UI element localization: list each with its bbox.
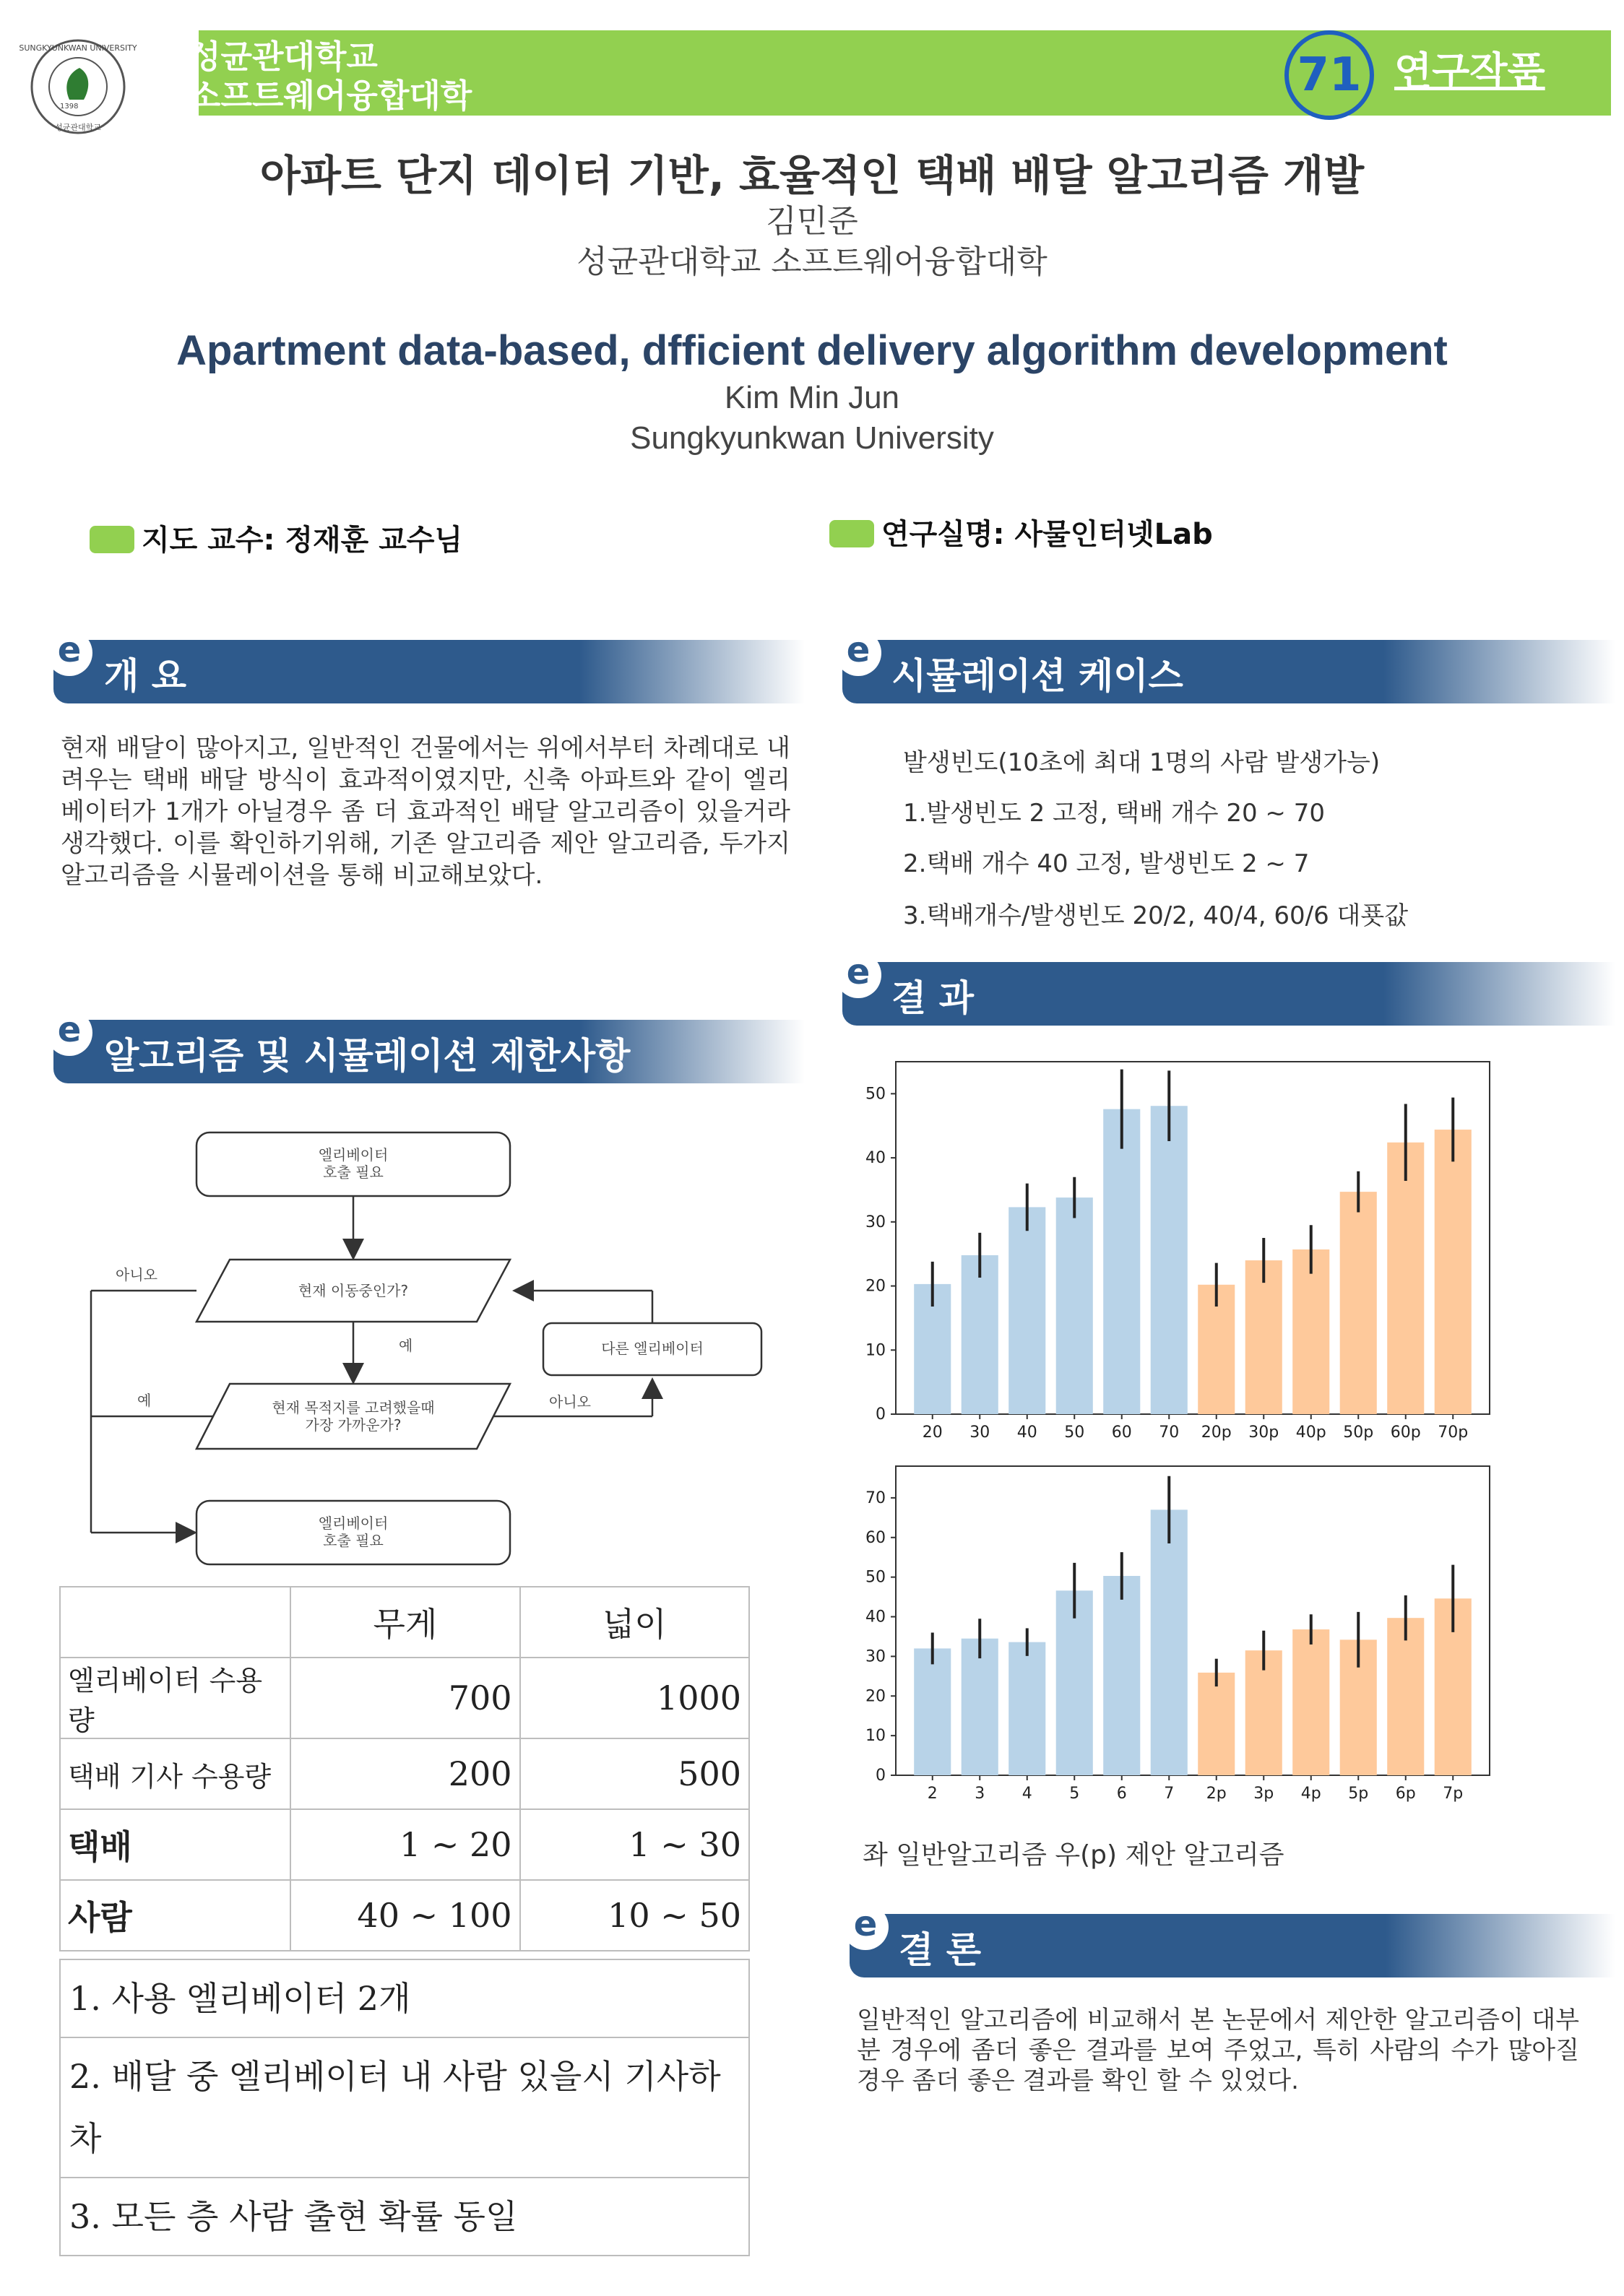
y-tick-label: 30 bbox=[865, 1213, 886, 1231]
flow-label-no-left: 아니오 bbox=[116, 1266, 157, 1283]
bar bbox=[1387, 1143, 1424, 1414]
x-tick-label: 4p bbox=[1300, 1785, 1321, 1803]
flow-other-elevator-text: 다른 엘리베이터 bbox=[601, 1340, 704, 1357]
algorithm-title: 알고리즘 및 시뮬레이션 제한사항 bbox=[104, 1035, 631, 1077]
y-tick-label: 30 bbox=[865, 1647, 886, 1666]
spec-row-area: 1 ~ 30 bbox=[520, 1809, 749, 1880]
section-e-icon: e bbox=[835, 952, 881, 998]
x-tick-label: 70p bbox=[1438, 1424, 1469, 1442]
bar bbox=[1245, 1260, 1282, 1414]
bar bbox=[1151, 1509, 1188, 1775]
spec-row-weight: 200 bbox=[290, 1738, 519, 1809]
spec-row-label: 사람 bbox=[60, 1880, 290, 1951]
case-line-0: 발생빈도(10초에 최대 1명의 사람 발생가능) bbox=[903, 748, 1381, 777]
conclusion-title: 결 론 bbox=[899, 1929, 982, 1971]
flow-label-no-right: 아니오 bbox=[549, 1393, 591, 1411]
results-title: 결 과 bbox=[891, 977, 975, 1019]
advisor-info: 지도 교수: 정재훈 교수님 bbox=[142, 524, 463, 557]
flow-start-text-1: 엘리베이터 bbox=[318, 1146, 389, 1164]
x-tick-label: 7p bbox=[1443, 1785, 1464, 1803]
constraint-3: 3. 모든 층 사람 출현 확률 동일 bbox=[60, 2178, 749, 2256]
y-tick-label: 40 bbox=[865, 1608, 886, 1626]
university-logo bbox=[19, 36, 137, 137]
bar bbox=[1103, 1576, 1140, 1775]
bar bbox=[1198, 1673, 1235, 1775]
bar bbox=[1387, 1618, 1424, 1775]
spec-row-label: 엘리베이터 수용량 bbox=[60, 1658, 290, 1738]
flow-decision-closest-text-1: 현재 목적지를 고려했을때 bbox=[272, 1399, 435, 1416]
flow-start-text-2: 호출 필요 bbox=[323, 1164, 384, 1181]
x-tick-label: 20 bbox=[922, 1424, 943, 1442]
school-name bbox=[189, 38, 472, 116]
case-line-2: 2.택배 개수 40 고정, 발생빈도 2 ~ 7 bbox=[903, 849, 1310, 878]
y-tick-label: 70 bbox=[865, 1489, 886, 1507]
x-tick-label: 5 bbox=[1069, 1785, 1080, 1803]
list-item bbox=[60, 2178, 749, 2256]
conclusion-text: 일반적인 알고리즘에 비교해서 본 논문에서 제안한 알고리즘이 대부분 경우에 좀더 좋은 결과를 보여 주었고, 특히 사람의 수가 많아질 경우 좀더 좋은 결과를 확인 할 수 있었다. bbox=[857, 2006, 1579, 2095]
lab-info: 연구실명: 사물인터넷Lab bbox=[881, 518, 1213, 551]
results-chart-packages bbox=[852, 1054, 1546, 1444]
results-caption: 좌 일반알고리즘 우(p) 제안 알고리즘 bbox=[863, 1840, 1284, 1870]
spec-header-area: 넓이 bbox=[520, 1587, 749, 1658]
section-e-icon: e bbox=[842, 1904, 889, 1950]
y-tick-label: 20 bbox=[865, 1277, 886, 1296]
x-tick-label: 5p bbox=[1348, 1785, 1369, 1803]
spec-header-weight: 무게 bbox=[290, 1587, 519, 1658]
bar bbox=[1292, 1249, 1329, 1414]
cases-title: 시뮬레이션 케이스 bbox=[891, 655, 1183, 697]
flow-end-text-2: 호출 필요 bbox=[323, 1532, 384, 1549]
x-tick-label: 60p bbox=[1390, 1424, 1421, 1442]
case-line-3: 3.택배개수/발생빈도 20/2, 40/4, 60/6 대푯값 bbox=[903, 901, 1409, 930]
category-label: 연구작품 bbox=[1394, 48, 1545, 94]
x-tick-label: 20p bbox=[1201, 1424, 1232, 1442]
y-tick-label: 10 bbox=[865, 1727, 886, 1746]
spec-row-weight: 40 ~ 100 bbox=[290, 1880, 519, 1951]
y-tick-label: 0 bbox=[876, 1405, 886, 1424]
bar bbox=[1435, 1130, 1472, 1414]
spec-row-label: 택배 기사 수용량 bbox=[60, 1738, 290, 1809]
x-tick-label: 40 bbox=[1016, 1424, 1037, 1442]
table-row bbox=[60, 1658, 749, 1738]
flow-decision-moving-text: 현재 이동중인가? bbox=[298, 1282, 409, 1299]
bar bbox=[1008, 1642, 1045, 1775]
x-tick-label: 3 bbox=[975, 1785, 985, 1803]
flow-label-yes: 예 bbox=[399, 1337, 413, 1354]
title-korean: 아파트 단지 데이터 기반, 효율적인 택배 배달 알고리즘 개발 bbox=[259, 151, 1365, 200]
advisor-marker bbox=[90, 526, 134, 553]
title-english: Apartment data-based, dfficient delivery algorithm development bbox=[176, 327, 1448, 374]
school-line-2: 소프트웨어융합대학 bbox=[189, 77, 472, 115]
table-row bbox=[60, 1880, 749, 1951]
spec-row-area: 1000 bbox=[520, 1658, 749, 1738]
x-tick-label: 50p bbox=[1343, 1424, 1374, 1442]
y-tick-label: 50 bbox=[865, 1568, 886, 1587]
spec-table bbox=[59, 1586, 750, 1951]
y-tick-label: 0 bbox=[876, 1767, 886, 1785]
constraint-1: 1. 사용 엘리베이터 2개 bbox=[60, 1959, 749, 2037]
list-item bbox=[60, 2037, 749, 2178]
overview-title: 개 요 bbox=[104, 655, 187, 697]
results-chart-frequency bbox=[852, 1459, 1546, 1806]
section-e-icon: e bbox=[835, 630, 881, 676]
y-tick-label: 60 bbox=[865, 1528, 886, 1547]
table-row bbox=[60, 1809, 749, 1880]
y-tick-label: 50 bbox=[865, 1085, 886, 1104]
bar bbox=[1151, 1106, 1188, 1414]
overview-text: 현재 배달이 많아지고, 일반적인 건물에서는 위에서부터 차례대로 내려우는 택배 배달 방식이 효과적이였지만, 신축 아파트와 같이 엘리베이터가 1개가 아닐경우 좀 더 효과적인 배달 알고리즘이 있을거라 생각했다. 이를 확인하기위해, 기존 알고리즘 제안 알고리즘, 두가지 알고리즘을 시뮬레이션을 통해 비교해보았다. bbox=[61, 734, 790, 890]
x-tick-label: 3p bbox=[1253, 1785, 1274, 1803]
x-tick-label: 2p bbox=[1206, 1785, 1227, 1803]
bar bbox=[962, 1255, 998, 1414]
x-tick-label: 60 bbox=[1111, 1424, 1132, 1442]
x-tick-label: 4 bbox=[1022, 1785, 1032, 1803]
list-item bbox=[60, 1959, 749, 2037]
spec-row-area: 500 bbox=[520, 1738, 749, 1809]
author-english: Kim Min Jun bbox=[724, 380, 900, 415]
y-tick-label: 10 bbox=[865, 1341, 886, 1360]
algorithm-flowchart bbox=[72, 1119, 780, 1582]
spec-row-label: 택배 bbox=[60, 1809, 290, 1880]
bar bbox=[1340, 1192, 1377, 1414]
flow-end-text-1: 엘리베이터 bbox=[318, 1515, 389, 1532]
svg-text:성균관대학교: 성균관대학교 bbox=[55, 123, 101, 132]
lab-marker bbox=[829, 520, 874, 547]
flow-decision-closest-text-2: 가장 가까운가? bbox=[305, 1416, 402, 1434]
x-tick-label: 6 bbox=[1116, 1785, 1127, 1803]
x-tick-label: 50 bbox=[1064, 1424, 1085, 1442]
y-tick-label: 40 bbox=[865, 1149, 886, 1168]
poster-number-badge: 71 bbox=[1284, 30, 1374, 120]
affiliation-english: Sungkyunkwan University bbox=[630, 420, 994, 456]
table-row bbox=[60, 1738, 749, 1809]
case-line-1: 1.발생빈도 2 고정, 택배 개수 20 ~ 70 bbox=[903, 799, 1325, 828]
x-tick-label: 6p bbox=[1395, 1785, 1416, 1803]
section-e-icon: e bbox=[46, 630, 92, 676]
bar bbox=[1292, 1629, 1329, 1775]
spec-header-empty bbox=[60, 1587, 290, 1658]
affiliation-korean: 성균관대학교 소프트웨어융합대학 bbox=[576, 243, 1048, 280]
section-e-icon: e bbox=[46, 1010, 92, 1056]
bar bbox=[914, 1648, 951, 1775]
x-tick-label: 40p bbox=[1295, 1424, 1326, 1442]
bar bbox=[962, 1639, 998, 1775]
y-tick-label: 20 bbox=[865, 1687, 886, 1706]
x-tick-label: 30 bbox=[969, 1424, 990, 1442]
flow-label-yes-left: 예 bbox=[137, 1392, 152, 1409]
svg-text:SUNGKYUNKWAN UNIVERSITY: SUNGKYUNKWAN UNIVERSITY bbox=[19, 43, 137, 53]
x-tick-label: 2 bbox=[927, 1785, 938, 1803]
bar bbox=[1008, 1207, 1045, 1414]
x-tick-label: 30p bbox=[1248, 1424, 1279, 1442]
spec-row-area: 10 ~ 50 bbox=[520, 1880, 749, 1951]
spec-table-header-row bbox=[60, 1587, 749, 1658]
author-korean: 김민준 bbox=[766, 203, 858, 240]
bar bbox=[1103, 1109, 1140, 1414]
spec-row-weight: 700 bbox=[290, 1658, 519, 1738]
svg-text:1398: 1398 bbox=[60, 103, 79, 111]
spec-row-weight: 1 ~ 20 bbox=[290, 1809, 519, 1880]
constraints-table bbox=[59, 1959, 750, 2256]
constraint-2: 2. 배달 중 엘리베이터 내 사람 있을시 기사하차 bbox=[60, 2037, 749, 2178]
x-tick-label: 7 bbox=[1164, 1785, 1175, 1803]
x-tick-label: 70 bbox=[1159, 1424, 1180, 1442]
bar bbox=[1056, 1197, 1093, 1414]
school-line-1: 성균관대학교 bbox=[189, 38, 378, 76]
